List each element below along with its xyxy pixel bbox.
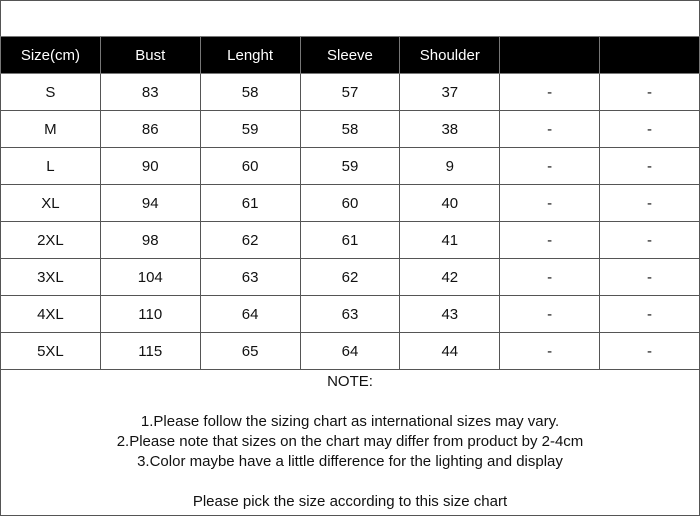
column-header-size: Size(cm): [1, 37, 101, 74]
column-header-sleeve: Sleeve: [300, 37, 400, 74]
blank-cell: -: [500, 222, 600, 259]
table-row: [1, 333, 700, 370]
shoulder-cell: 37: [400, 74, 500, 111]
blank-cell: -: [600, 74, 700, 111]
blank-cell: -: [500, 148, 600, 185]
bust-cell: 94: [100, 185, 200, 222]
bust-cell: 104: [100, 259, 200, 296]
blank-cell: -: [600, 222, 700, 259]
length-cell: 62: [200, 222, 300, 259]
size-table: [0, 36, 700, 370]
note-spacer: [1, 392, 699, 412]
shoulder-cell: 42: [400, 259, 500, 296]
table-row: [1, 74, 700, 111]
table-row: [1, 222, 700, 259]
table-row: [1, 148, 700, 185]
blank-cell: -: [600, 296, 700, 333]
length-cell: 58: [200, 74, 300, 111]
length-cell: 60: [200, 148, 300, 185]
column-header-length: Lenght: [200, 37, 300, 74]
shoulder-cell: 44: [400, 333, 500, 370]
table-header-row: [1, 37, 700, 74]
length-cell: 64: [200, 296, 300, 333]
notes-section: [1, 372, 699, 512]
blank-cell: -: [600, 148, 700, 185]
note-line-3: 3.Color maybe have a little difference for the lighting and display: [137, 453, 563, 470]
top-spacer: [1, 1, 699, 36]
size-cell: L: [1, 148, 101, 185]
sleeve-cell: 63: [300, 296, 400, 333]
column-header-shoulder: Shoulder: [400, 37, 500, 74]
length-cell: 61: [200, 185, 300, 222]
size-cell: 2XL: [1, 222, 101, 259]
sleeve-cell: 61: [300, 222, 400, 259]
note-title: NOTE:: [327, 373, 373, 390]
blank-cell: -: [600, 111, 700, 148]
length-cell: 59: [200, 111, 300, 148]
sleeve-cell: 60: [300, 185, 400, 222]
blank-cell: -: [600, 333, 700, 370]
size-cell: 4XL: [1, 296, 101, 333]
size-cell: XL: [1, 185, 101, 222]
length-cell: 63: [200, 259, 300, 296]
note-line-2: 2.Please note that sizes on the chart may differ from product by 2-4cm: [116, 433, 584, 450]
bust-cell: 110: [100, 296, 200, 333]
bust-cell: 98: [100, 222, 200, 259]
size-cell: 5XL: [1, 333, 101, 370]
blank-cell: -: [500, 185, 600, 222]
shoulder-cell: 41: [400, 222, 500, 259]
bust-cell: 83: [100, 74, 200, 111]
shoulder-cell: 40: [400, 185, 500, 222]
table-row: [1, 259, 700, 296]
sleeve-cell: 59: [300, 148, 400, 185]
shoulder-cell: 38: [400, 111, 500, 148]
shoulder-cell: 9: [400, 148, 500, 185]
blank-cell: -: [500, 259, 600, 296]
size-cell: M: [1, 111, 101, 148]
column-header-blank-2: [600, 37, 700, 74]
size-cell: 3XL: [1, 259, 101, 296]
column-header-blank-1: [500, 37, 600, 74]
note-spacer: [1, 472, 699, 492]
sleeve-cell: 64: [300, 333, 400, 370]
table-row: [1, 296, 700, 333]
column-header-bust: Bust: [100, 37, 200, 74]
blank-cell: -: [500, 333, 600, 370]
blank-cell: -: [500, 296, 600, 333]
blank-cell: -: [500, 111, 600, 148]
blank-cell: -: [600, 185, 700, 222]
shoulder-cell: 43: [400, 296, 500, 333]
bust-cell: 90: [100, 148, 200, 185]
table-row: [1, 111, 700, 148]
note-line-1: 1.Please follow the sizing chart as international sizes may vary.: [140, 413, 560, 430]
size-cell: S: [1, 74, 101, 111]
note-footer: Please pick the size according to this size chart: [192, 493, 508, 510]
table-row: [1, 185, 700, 222]
blank-cell: -: [600, 259, 700, 296]
bust-cell: 86: [100, 111, 200, 148]
length-cell: 65: [200, 333, 300, 370]
sleeve-cell: 62: [300, 259, 400, 296]
sleeve-cell: 57: [300, 74, 400, 111]
bust-cell: 115: [100, 333, 200, 370]
blank-cell: -: [500, 74, 600, 111]
sleeve-cell: 58: [300, 111, 400, 148]
